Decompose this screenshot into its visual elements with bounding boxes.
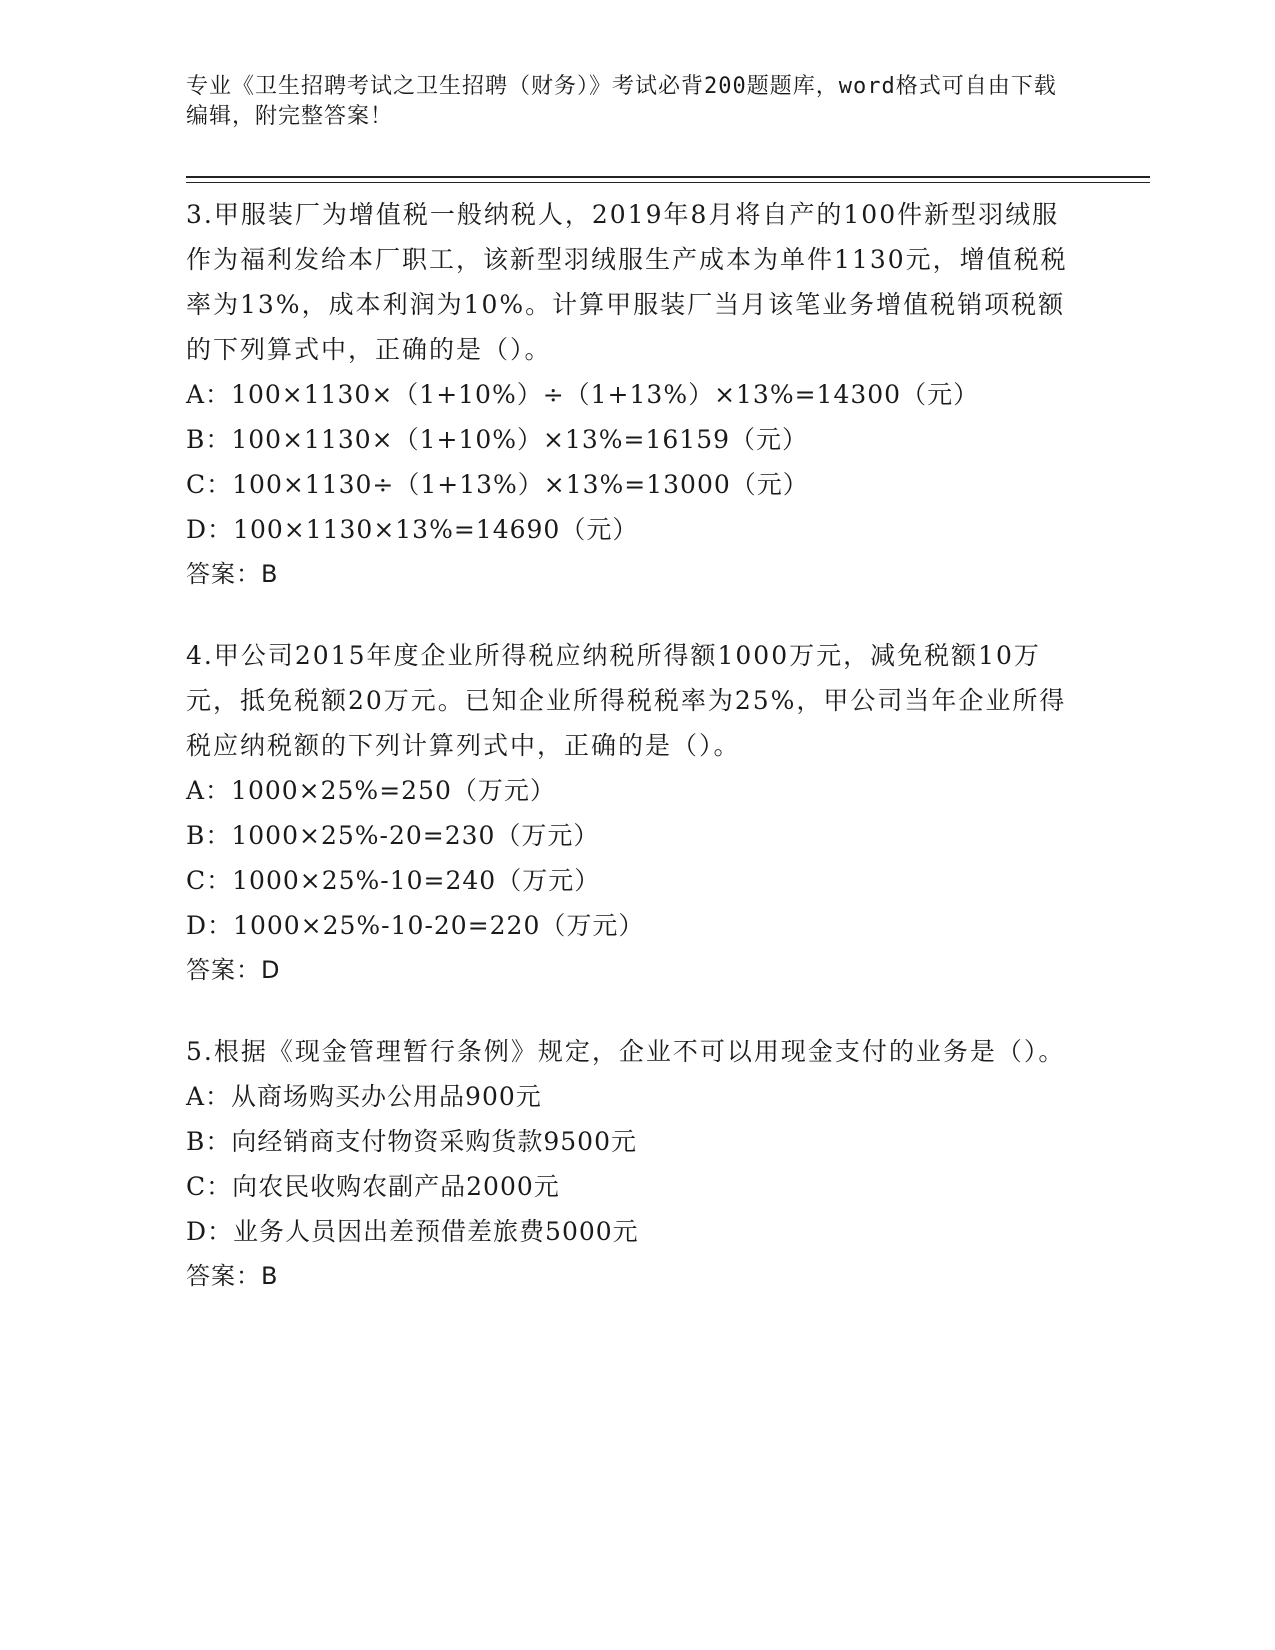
answer-line: 答案：B [186,560,279,588]
option-a: A：100×1130×（1+10%）÷（1+13%）×13%=14300（元） [186,380,980,409]
header-divider-thin [186,182,1150,183]
option-b: B：100×1130×（1+10%）×13%=16159（元） [186,425,809,454]
question-4 [186,633,1076,993]
question-3 [186,192,1076,597]
option-c: C：向农民收购农副产品2000元 [186,1172,560,1201]
question-stem: 4.甲公司2015年度企业所得税应纳税所得额1000万元，减免税额10万元，抵免税额20万元。已知企业所得税税率为25%，甲公司当年企业所得税应纳税额的下列计算列式中，正确的是（）。 [186,641,1067,760]
option-d: D：业务人员因出差预借差旅费5000元 [186,1217,639,1246]
question-stem: 3.甲服装厂为增值税一般纳税人，2019年8月将自产的100件新型羽绒服作为福利发给本厂职工，该新型羽绒服生产成本为单件1130元，增值税税率为13%，成本利润为10%。计算甲服装厂当月该笔业务增值税销项税额的下列算式中，正确的是（）。 [186,200,1068,364]
option-c: C：100×1130÷（1+13%）×13%=13000（元） [186,470,809,499]
header-divider [186,176,1150,178]
option-d: D：1000×25%-10-20=220（万元） [186,911,645,940]
option-b: B：向经销商支付物资采购货款9500元 [186,1127,637,1156]
question-stem: 5.根据《现金管理暂行条例》规定，企业不可以用现金支付的业务是（）。 [186,1037,1066,1066]
option-d: D：100×1130×13%=14690（元） [186,515,639,544]
question-list [186,192,1076,1335]
document-header: 专业《卫生招聘考试之卫生招聘（财务）》考试必背200题题库，word格式可自由下载编辑，附完整答案！ [186,74,1057,129]
option-a: A：从商场购买办公用品900元 [186,1082,542,1111]
question-5 [186,1029,1076,1299]
option-b: B：1000×25%-20=230（万元） [186,821,600,850]
answer-line: 答案：B [186,1262,279,1290]
option-c: C：1000×25%-10=240（万元） [186,866,601,895]
answer-line: 答案：D [186,956,281,984]
option-a: A：1000×25%=250（万元） [186,776,556,805]
